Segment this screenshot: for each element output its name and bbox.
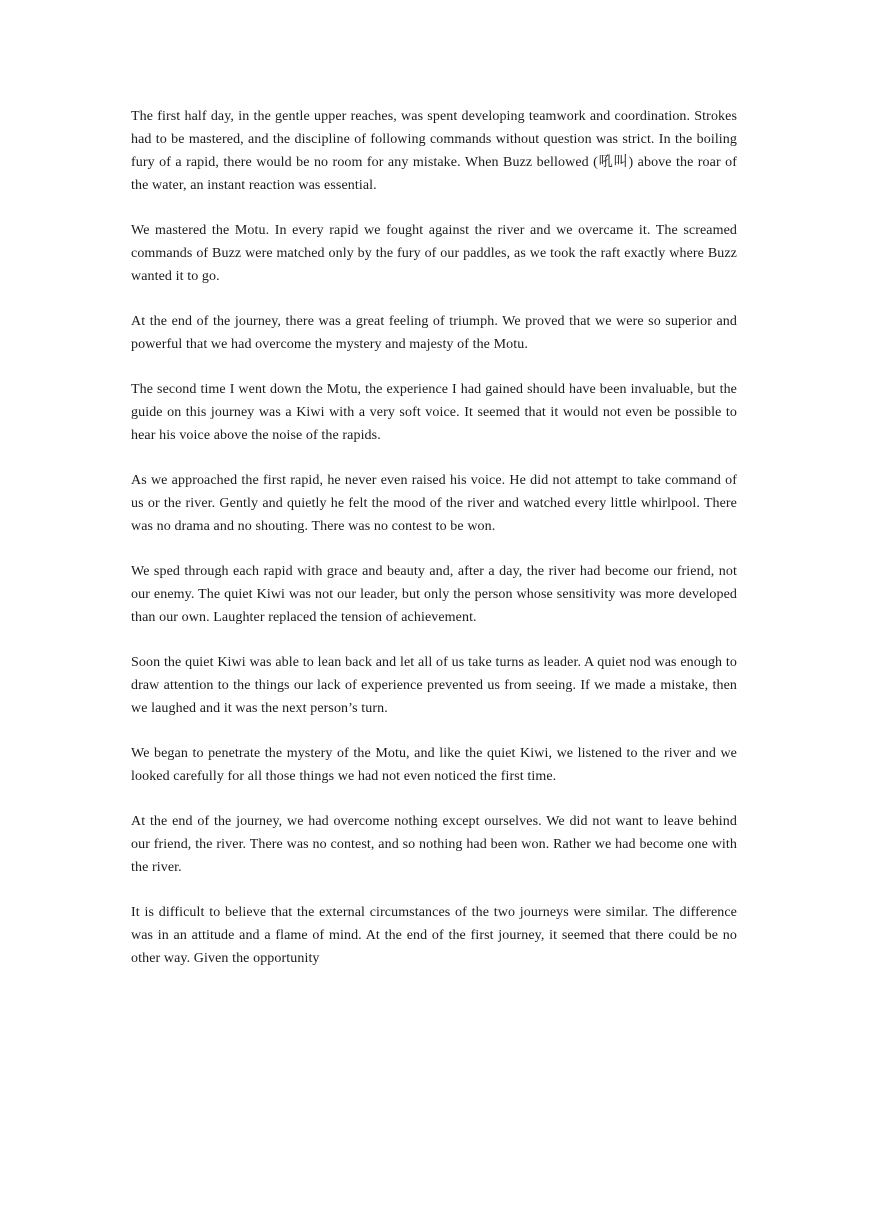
paragraph-1: The first half day, in the gentle upper reaches, was spent developing teamwork and coordination. Strokes had to be mastered, and the discipline of following commands without question was strict. In the boiling fury of a rapid, there would be no room for any mistake. When Buzz bellowed (吼叫) above the roar of the water, an instant reaction was essential. [131,109,737,193]
paragraph-10: It is difficult to believe that the external circumstances of the two journeys were similar. The difference was in an attitude and a flame of mind. At the end of the first journey, it seemed that there could be no other way. Given the opportunity [131,905,737,966]
paragraph-4: The second time I went down the Motu, the experience I had gained should have been invaluable, but the guide on this journey was a Kiwi with a very soft voice. It seemed that it would not even be possible to hear his voice above the noise of the rapids. [131,382,737,443]
paragraph-5: As we approached the first rapid, he never even raised his voice. He did not attempt to take command of us or the river. Gently and quietly he felt the mood of the river and watched every little whirlpool. There was no drama and no shouting. There was no contest to be won. [131,473,737,534]
document-body [131,105,737,992]
paragraph-8: We began to penetrate the mystery of the Motu, and like the quiet Kiwi, we listened to the river and we looked carefully for all those things we had not even noticed the first time. [131,746,737,784]
paragraph-9: At the end of the journey, we had overcome nothing except ourselves. We did not want to leave behind our friend, the river. There was no contest, and so nothing had been won. Rather we had become one with the river. [131,814,737,875]
paragraph-7: Soon the quiet Kiwi was able to lean back and let all of us take turns as leader. A quiet nod was enough to draw attention to the things our lack of experience prevented us from seeing. If we made a mistake, then we laughed and it was the next person’s turn. [131,655,737,716]
paragraph-3: At the end of the journey, there was a great feeling of triumph. We proved that we were so superior and powerful that we had overcome the mystery and majesty of the Motu. [131,314,737,352]
paragraph-6: We sped through each rapid with grace and beauty and, after a day, the river had become our friend, not our enemy. The quiet Kiwi was not our leader, but only the person whose sensitivity was more developed than our own. Laughter replaced the tension of achievement. [131,564,737,625]
paragraph-2: We mastered the Motu. In every rapid we fought against the river and we overcame it. The screamed commands of Buzz were matched only by the fury of our paddles, as we took the raft exactly where Buzz wanted it to go. [131,223,737,284]
